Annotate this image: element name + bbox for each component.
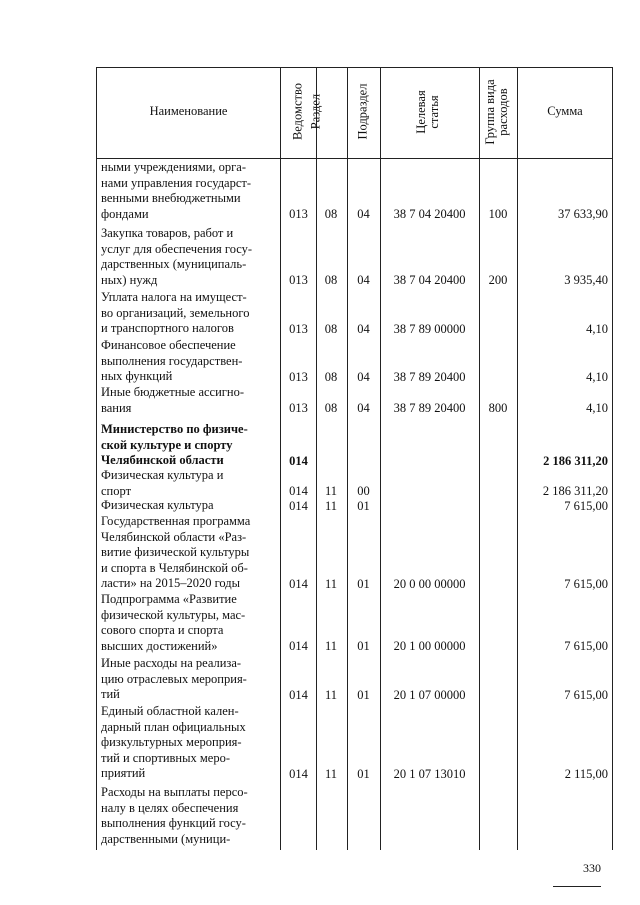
cell-summa: 4,10	[586, 369, 608, 384]
table-row	[0, 422, 640, 469]
footer-rule	[553, 886, 601, 887]
row-name-line: ласти» на 2015–2020 годы	[101, 576, 241, 590]
table-row	[0, 785, 640, 847]
row-name-line: Иные бюджетные ассигно-	[101, 385, 245, 399]
cell-podrazdel: 01	[357, 576, 370, 591]
header-podrazdel: Подраздел	[355, 83, 370, 140]
row-name-line: Расходы на выплаты персо-	[101, 785, 248, 799]
cell-summa: 2 186 311,20	[542, 484, 608, 498]
row-name-line: тий	[101, 687, 120, 701]
row-name-line: Уплата налога на имущест-	[101, 290, 247, 304]
row-name-line: нами управления государст-	[101, 175, 252, 190]
header-gruppa	[484, 66, 512, 158]
header-bottom-border	[96, 158, 613, 159]
row-name	[101, 338, 277, 385]
row-name-line: дарственных (муниципаль-	[101, 257, 247, 271]
cell-podrazdel: 01	[357, 687, 370, 702]
cell-summa: 7 615,00	[564, 498, 608, 513]
header-gruppa-line1: Группа вида	[483, 79, 497, 145]
table-row	[0, 498, 640, 514]
cell-celevaya: 38 7 89 20400	[393, 401, 466, 415]
row-name-line: ных функций	[101, 369, 173, 383]
row-name-line: Подпрограмма «Развитие	[101, 592, 237, 606]
cell-razdel: 11	[324, 484, 338, 498]
cell-podrazdel: 04	[357, 207, 370, 221]
cell-vedomstvo: 013	[289, 369, 308, 384]
table-row	[0, 385, 640, 416]
table-row	[0, 656, 640, 703]
row-name-line: и транспортного налогов	[101, 321, 234, 335]
cell-summa: 4,10	[586, 401, 608, 415]
cell-celevaya: 38 7 04 20400	[393, 273, 466, 287]
cell-celevaya: 38 7 04 20400	[393, 207, 466, 221]
cell-podrazdel: 04	[357, 273, 370, 287]
row-name	[101, 422, 277, 469]
row-name	[101, 226, 277, 288]
cell-summa: 2 115,00	[564, 766, 608, 781]
row-name	[101, 514, 277, 592]
row-name-line: ных) нужд	[101, 272, 158, 287]
row-name-line: Челябинской области	[101, 453, 224, 467]
cell-vedomstvo: 013	[289, 273, 308, 287]
table-row	[0, 226, 640, 288]
cell-razdel: 11	[324, 576, 338, 591]
cell-vedomstvo: 013	[289, 321, 308, 336]
row-name	[101, 468, 277, 499]
row-name-line: Челябинской области «Раз-	[101, 529, 247, 544]
row-name-line: тий и спортивных меро-	[101, 750, 230, 765]
cell-vedomstvo: 014	[289, 453, 308, 468]
cell-vedomstvo: 014	[289, 576, 308, 591]
row-name-line: высших достижений»	[101, 638, 218, 653]
cell-razdel: 08	[324, 401, 338, 415]
row-name-line: и спорта в Челябинской об-	[101, 560, 248, 575]
row-name-line: фондами	[101, 206, 149, 221]
table-row	[0, 338, 640, 385]
cell-vedomstvo: 014	[289, 484, 308, 498]
row-name-line: ными учреждениями, орга-	[101, 160, 247, 174]
table-row	[0, 290, 640, 337]
cell-razdel: 08	[324, 207, 338, 221]
row-name-line: во организаций, земельного	[101, 305, 250, 320]
row-name	[101, 592, 277, 654]
cell-celevaya: 38 7 89 20400	[393, 369, 466, 384]
cell-razdel: 11	[324, 498, 338, 513]
cell-podrazdel: 01	[357, 766, 370, 781]
row-name-line: приятий	[101, 766, 146, 780]
row-name-line: Государственная программа	[101, 514, 251, 528]
table-row	[0, 468, 640, 499]
row-name-line: Закупка товаров, работ и	[101, 226, 234, 240]
cell-razdel: 08	[324, 273, 338, 287]
cell-celevaya: 20 0 00 00000	[393, 576, 466, 591]
row-name	[101, 785, 277, 847]
row-name-line: услуг для обеспечения госу-	[101, 241, 253, 256]
cell-gruppa: 200	[488, 273, 508, 287]
header-name: Наименование	[149, 104, 228, 118]
row-name-line: Финансовое обеспечение	[101, 338, 236, 352]
cell-podrazdel: 04	[357, 401, 370, 415]
cell-summa: 3 935,40	[564, 273, 608, 287]
cell-razdel: 11	[324, 766, 338, 781]
cell-celevaya: 20 1 00 00000	[393, 639, 466, 653]
row-name-line: выполнения функций госу-	[101, 816, 246, 830]
header-celevaya-line1: Целевая	[414, 90, 428, 134]
table-row	[0, 592, 640, 654]
header-summa: Сумма	[547, 104, 583, 118]
row-name-line: сового спорта и спорта	[101, 623, 224, 637]
row-name-line: цию отраслевых мероприя-	[101, 671, 247, 686]
cell-vedomstvo: 013	[289, 207, 308, 221]
row-name-line: Физическая культура	[101, 498, 214, 512]
cell-celevaya: 38 7 89 00000	[393, 321, 466, 336]
table-row	[0, 704, 640, 782]
cell-gruppa: 100	[488, 207, 508, 221]
header-razdel: Раздел	[308, 93, 323, 130]
cell-vedomstvo: 014	[289, 639, 308, 653]
row-name-line: Единый областной кален-	[101, 704, 239, 718]
cell-podrazdel: 01	[357, 498, 370, 513]
header-celevaya-line2: статья	[427, 95, 441, 129]
header-gruppa-line2: расходов	[496, 88, 510, 136]
row-name-line: дарный план официальных	[101, 719, 246, 734]
cell-summa: 7 615,00	[564, 639, 608, 653]
row-name-line: дарственными (муници-	[101, 831, 231, 846]
row-name	[101, 498, 277, 514]
row-name-line: налу в целях обеспечения	[101, 800, 239, 815]
row-name-line: витие физической культуры	[101, 545, 250, 559]
cell-podrazdel: 00	[357, 484, 370, 498]
table-row	[0, 160, 640, 222]
row-name-line: физической культуры, мас-	[101, 607, 246, 622]
cell-summa: 4,10	[586, 321, 608, 336]
row-name-line: венными внебюджетными	[101, 191, 241, 205]
page-number: 330	[583, 861, 601, 875]
row-name-line: выполнения государствен-	[101, 353, 243, 368]
table-row	[0, 514, 640, 592]
row-name	[101, 656, 277, 703]
row-name	[101, 385, 277, 416]
row-name-line: Министерство по физиче-	[101, 422, 248, 436]
cell-vedomstvo: 014	[289, 498, 308, 513]
row-name-line: физкультурных мероприя-	[101, 735, 242, 749]
cell-vedomstvo: 013	[289, 401, 308, 415]
table-top-border	[96, 67, 613, 68]
row-name-line: ской культуре и спорту	[101, 437, 233, 452]
cell-razdel: 11	[324, 639, 338, 653]
header-vedomstvo: Ведомство	[290, 82, 305, 141]
cell-celevaya: 20 1 07 13010	[393, 766, 466, 781]
cell-podrazdel: 04	[357, 321, 370, 336]
cell-vedomstvo: 014	[289, 687, 308, 702]
row-name	[101, 704, 277, 782]
header-celevaya	[415, 77, 443, 147]
cell-summa: 7 615,00	[564, 576, 608, 591]
cell-vedomstvo: 014	[289, 766, 308, 781]
row-name	[101, 160, 277, 222]
cell-razdel: 11	[324, 687, 338, 702]
cell-summa: 37 633,90	[558, 207, 608, 221]
cell-razdel: 08	[324, 369, 338, 384]
row-name-line: спорт	[101, 483, 132, 498]
cell-podrazdel: 01	[357, 639, 370, 653]
cell-razdel: 08	[324, 321, 338, 336]
cell-podrazdel: 04	[357, 369, 370, 384]
cell-celevaya: 20 1 07 00000	[393, 687, 466, 702]
cell-gruppa: 800	[488, 401, 508, 415]
cell-summa: 2 186 311,20	[543, 453, 608, 468]
row-name-line: Физическая культура и	[101, 468, 224, 482]
cell-summa: 7 615,00	[564, 687, 608, 702]
row-name-line: Иные расходы на реализа-	[101, 656, 242, 670]
row-name	[101, 290, 277, 337]
row-name-line: вания	[101, 400, 132, 415]
